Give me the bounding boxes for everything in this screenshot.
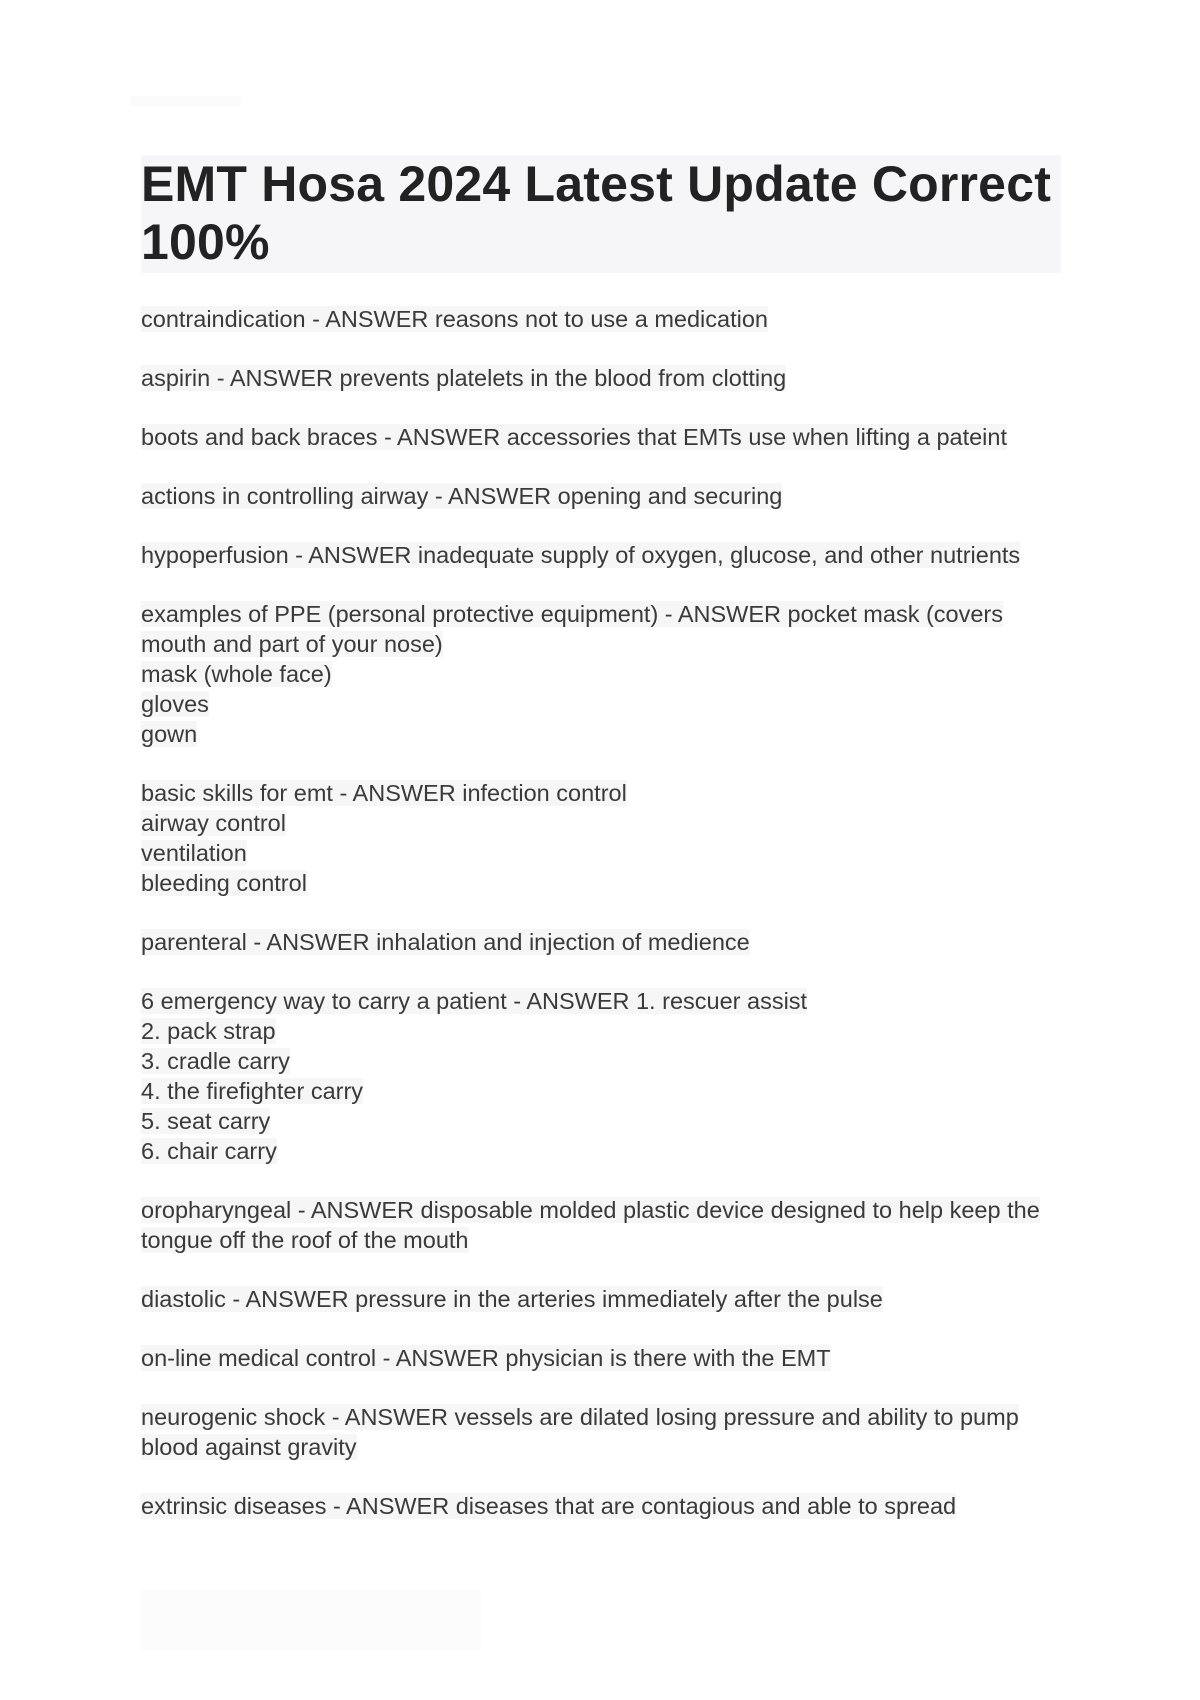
qa-entry-answer-line — [141, 1076, 1071, 1106]
entry-text: blood against gravity — [141, 1434, 357, 1460]
qa-entry-answer-line — [141, 838, 1071, 868]
qa-entry-answer-line — [141, 1106, 1071, 1136]
entry-text: neurogenic shock - ANSWER vessels are dilated losing pressure and ability to pump — [141, 1404, 1019, 1430]
entry-text: bleeding control — [141, 870, 307, 896]
entry-text: mask (whole face) — [141, 661, 332, 687]
entry-text: gloves — [141, 691, 209, 717]
qa-entry-question-line — [141, 599, 1071, 629]
entry-text: aspirin - ANSWER prevents platelets in the blood from clotting — [141, 365, 787, 391]
qa-entry-question-line — [141, 1402, 1071, 1432]
entry-text: gown — [141, 721, 198, 747]
qa-entry — [141, 481, 1071, 511]
title-block — [141, 155, 1061, 273]
entry-text: extrinsic diseases - ANSWER diseases that are contagious and able to spread — [141, 1493, 957, 1519]
entry-text: oropharyngeal - ANSWER disposable molded plastic device designed to help keep the — [141, 1197, 1040, 1223]
qa-entry — [141, 927, 1071, 957]
entry-text: examples of PPE (personal protective equipment) - ANSWER pocket mask (covers — [141, 601, 1004, 627]
entry-text: hypoperfusion - ANSWER inadequate supply of oxygen, glucose, and other nutrients — [141, 542, 1021, 568]
qa-entry — [141, 304, 1071, 334]
qa-entry-question-line — [141, 1284, 1071, 1314]
faint-footer-mark — [141, 1590, 481, 1650]
qa-entry-answer-line — [141, 1432, 1071, 1462]
qa-entry-question-line — [141, 481, 1071, 511]
qa-entry-answer-line — [141, 1016, 1071, 1046]
qa-entry — [141, 1195, 1071, 1255]
entry-text: 4. the firefighter carry — [141, 1078, 364, 1104]
entry-text: 6. chair carry — [141, 1138, 277, 1164]
entry-text: 2. pack strap — [141, 1018, 276, 1044]
qa-entry — [141, 1491, 1071, 1521]
entry-text: tongue off the roof of the mouth — [141, 1227, 469, 1253]
qa-entry-answer-line — [141, 868, 1071, 898]
qa-entry-question-line — [141, 540, 1071, 570]
qa-entry — [141, 599, 1071, 749]
qa-entry-question-line — [141, 1491, 1071, 1521]
entry-text: 6 emergency way to carry a patient - ANSWER 1. rescuer assist — [141, 988, 808, 1014]
qa-entry — [141, 422, 1071, 452]
entry-text: ventilation — [141, 840, 247, 866]
qa-entry — [141, 778, 1071, 898]
entry-text: 5. seat carry — [141, 1108, 271, 1134]
qa-entry-question-line — [141, 363, 1071, 393]
qa-entry-answer-line — [141, 659, 1071, 689]
qa-entries-list — [141, 304, 1071, 1550]
qa-entry-answer-line — [141, 1136, 1071, 1166]
qa-entry-question-line — [141, 1195, 1071, 1225]
qa-entry — [141, 1402, 1071, 1462]
qa-entry-question-line — [141, 927, 1071, 957]
entry-text: boots and back braces - ANSWER accessories that EMTs use when lifting a pateint — [141, 424, 1008, 450]
entry-text: contraindication - ANSWER reasons not to use a medication — [141, 306, 768, 332]
faint-header-mark — [131, 96, 241, 106]
qa-entry — [141, 540, 1071, 570]
qa-entry — [141, 1284, 1071, 1314]
entry-text: 3. cradle carry — [141, 1048, 290, 1074]
qa-entry-question-line — [141, 304, 1071, 334]
entry-text: on-line medical control - ANSWER physician is there with the EMT — [141, 1345, 831, 1371]
entry-text: airway control — [141, 810, 286, 836]
qa-entry-answer-line — [141, 629, 1071, 659]
entry-text: mouth and part of your nose) — [141, 631, 443, 657]
qa-entry-answer-line — [141, 1046, 1071, 1076]
entry-text: diastolic - ANSWER pressure in the arteries immediately after the pulse — [141, 1286, 883, 1312]
qa-entry-answer-line — [141, 1225, 1071, 1255]
qa-entry-answer-line — [141, 808, 1071, 838]
qa-entry — [141, 1343, 1071, 1373]
qa-entry — [141, 986, 1071, 1166]
entry-text: parenteral - ANSWER inhalation and injection of medience — [141, 929, 750, 955]
entry-text: actions in controlling airway - ANSWER opening and securing — [141, 483, 783, 509]
qa-entry — [141, 363, 1071, 393]
qa-entry-question-line — [141, 1343, 1071, 1373]
qa-entry-answer-line — [141, 719, 1071, 749]
document-title: EMT Hosa 2024 Latest Update Correct 100% — [141, 156, 1052, 270]
entry-text: basic skills for emt - ANSWER infection control — [141, 780, 627, 806]
qa-entry-answer-line — [141, 689, 1071, 719]
qa-entry-question-line — [141, 778, 1071, 808]
qa-entry-question-line — [141, 422, 1071, 452]
qa-entry-question-line — [141, 986, 1071, 1016]
